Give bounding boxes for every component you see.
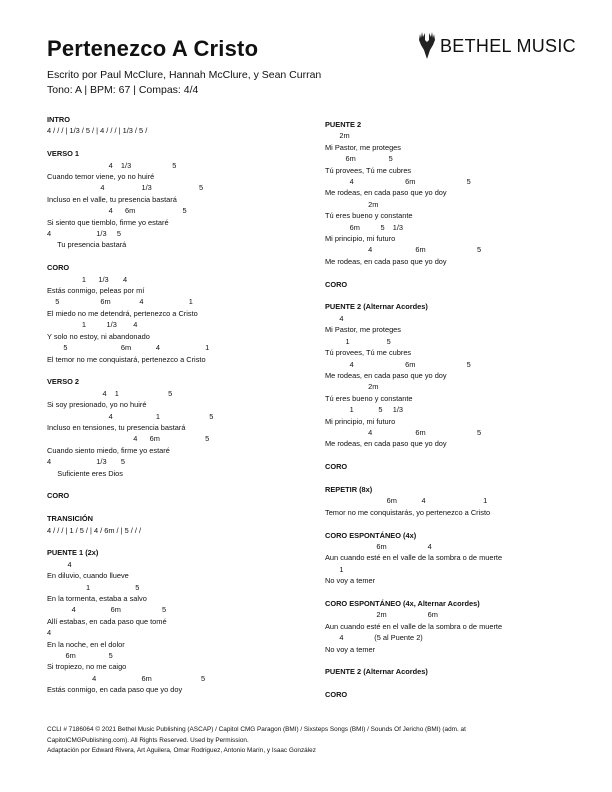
lyric-line: Si siento que tiemblo, firme yo estaré <box>47 217 169 227</box>
chord-line: 4 <box>47 628 52 638</box>
chord-line: 6m 4 <box>325 541 432 551</box>
section-heading: TRANSICIÓN <box>47 514 93 524</box>
lyric-line: Tú provees, Tú me cubres <box>325 348 412 358</box>
lyric-line: El miedo no me detendrá, pertenezco a Cristo <box>47 308 198 318</box>
lyric-line: Me rodeas, en cada paso que yo doy <box>325 256 447 266</box>
bethel-music-logo <box>418 26 576 66</box>
chord-line: 1 5 <box>325 336 391 346</box>
chord-line: 4 1/3 5 <box>47 457 126 467</box>
chord-line: 4 6m 5 <box>47 206 187 216</box>
left-column <box>47 114 327 707</box>
lyric-line: El temor no me conquistará, pertenezco a Cristo <box>47 354 206 364</box>
section-heading: PUENTE 2 (Alternar Acordes) <box>325 302 428 312</box>
chord-line: 4 1 5 <box>47 411 214 421</box>
chord-line: 4 <box>325 313 344 323</box>
section-heading: PUENTE 2 (Alternar Acordes) <box>325 667 428 677</box>
chord-line: 4 1/3 5 <box>47 229 121 239</box>
lyric-line: Mi principio, mi futuro <box>325 416 396 426</box>
song-section <box>325 461 605 472</box>
lyric-line: Mi principio, mi futuro <box>325 234 396 244</box>
lyric-line: Allí estabas, en cada paso que tomé <box>47 616 167 626</box>
lyric-line: No voy a temer <box>325 644 376 654</box>
song-section <box>325 484 605 518</box>
song-section <box>325 530 605 587</box>
chord-line: 2m <box>325 382 379 392</box>
chord-line: 4 6m 5 <box>47 673 206 683</box>
song-section <box>47 376 327 479</box>
lyric-line: En la tormenta, estaba a salvo <box>47 593 147 603</box>
footer-line: Adaptación por Edward Rivera, Art Aguilera, Omar Rodriguez, Antonio Marín, y Isaac González <box>47 747 316 754</box>
key-tempo-meter: Tono: A | BPM: 67 | Compas: 4/4 <box>47 84 199 96</box>
song-section <box>47 148 327 251</box>
lyric-line: En diluvio, cuando llueve <box>47 571 129 581</box>
section-heading: CORO <box>47 263 70 273</box>
song-section <box>325 301 605 449</box>
song-section <box>325 598 605 655</box>
song-section <box>325 689 605 700</box>
copyright-footer <box>47 725 567 757</box>
song-section <box>325 666 605 677</box>
lyric-line: 4 / / / | 1 / 5 / | 4 / 6m / | 5 / / / <box>47 525 142 535</box>
chord-line: 5 6m 4 1 <box>47 297 193 307</box>
chord-line: 4 6m 5 <box>47 434 210 444</box>
lyric-line: En la noche, en el dolor <box>47 639 125 649</box>
songwriter-credit: Escrito por Paul McClure, Hannah McClure, y Sean Curran <box>47 69 322 81</box>
chord-line: 4 1/3 5 <box>47 160 177 170</box>
logo-text: BETHEL MUSIC <box>440 35 576 56</box>
song-section <box>47 513 327 536</box>
chord-line: 4 6m 5 <box>325 359 471 369</box>
section-heading: CORO ESPONTÁNEO (4x, Alternar Acordes) <box>325 598 480 608</box>
lyric-line: Aun cuando esté en el valle de la sombra o de muerte <box>325 621 503 631</box>
lyric-line: Tú eres bueno y constante <box>325 393 413 403</box>
lyric-line: Si tropiezo, no me caigo <box>47 662 127 672</box>
song-section <box>47 262 327 365</box>
chord-line: 1 5 1/3 <box>325 405 404 415</box>
lyric-line: Mi Pastor, me proteges <box>325 142 401 152</box>
section-heading: CORO <box>325 462 348 472</box>
song-section <box>47 490 327 501</box>
song-section <box>47 114 327 137</box>
footer-line: CCLI # 7186064 © 2021 Bethel Music Publishing (ASCAP) / Capitol CMG Paragon (BMI) / Sixsteps Songs (BMI) / Sounds Of Jericho (BMI) (adm. at <box>47 726 466 733</box>
lyric-line: 4 / / / | 1/3 / 5 / | 4 / / / | 1/3 / 5 / <box>47 126 148 136</box>
chord-line: 4 1/3 5 <box>47 183 204 193</box>
chord-line: 1 <box>325 564 344 574</box>
chord-line: 4 (5 al Puente 2) <box>325 633 423 643</box>
section-heading: CORO ESPONTÁNEO (4x) <box>325 530 417 540</box>
chord-line: 1 1/3 4 <box>47 274 128 284</box>
lyric-line: Tú eres bueno y constante <box>325 211 413 221</box>
chord-line: 4 6m 5 <box>47 605 167 615</box>
lyric-line: Cuando temor viene, yo no huiré <box>47 172 155 182</box>
lyric-line: Y solo no estoy, ni abandonado <box>47 331 150 341</box>
section-heading: CORO <box>325 690 348 700</box>
section-heading: CORO <box>47 491 70 501</box>
section-heading: PUENTE 2 <box>325 120 362 129</box>
chord-line: 4 6m 5 <box>325 177 471 187</box>
song-title: Pertenezco A Cristo <box>47 36 259 61</box>
chord-line: 6m 5 <box>325 154 393 164</box>
chord-line: 2m <box>325 199 379 209</box>
lyric-line: Mi Pastor, me proteges <box>325 325 401 335</box>
lyric-line: Si soy presionado, yo no huiré <box>47 400 147 410</box>
section-heading: REPETIR (8x) <box>325 484 373 494</box>
footer-line: CapitolCMGPublishing.com). All Rights Reserved. Used by Permission. <box>47 736 249 744</box>
song-section <box>325 119 605 267</box>
chord-line: 1 1/3 4 <box>47 320 138 330</box>
lyric-line: Incluso en el valle, tu presencia bastará <box>47 194 177 204</box>
lyric-line: Me rodeas, en cada paso que yo doy <box>325 439 447 449</box>
chord-line: 2m 6m <box>325 610 438 620</box>
right-column <box>325 119 605 712</box>
lyric-line: No voy a temer <box>325 576 376 586</box>
song-section <box>47 547 327 695</box>
section-heading: CORO <box>325 279 348 289</box>
chord-line: 5 6m 4 1 <box>47 343 210 353</box>
chord-line: 4 <box>47 559 72 569</box>
chord-line: 4 6m 5 <box>325 427 482 437</box>
chord-line: 6m 4 1 <box>325 496 488 506</box>
song-section <box>325 279 605 290</box>
lyric-line: Cuando siento miedo, firme yo estaré <box>47 445 170 455</box>
lyric-line: Aun cuando esté en el valle de la sombra o de muerte <box>325 553 503 563</box>
lyric-line: Incluso en tensiones, tu presencia bastará <box>47 422 186 432</box>
chord-line: 2m <box>325 131 350 141</box>
lyric-line: Me rodeas, en cada paso que yo doy <box>325 188 447 198</box>
section-heading: VERSO 2 <box>47 377 80 387</box>
lyric-line: Tú provees, Tú me cubres <box>325 165 412 175</box>
lyric-line: Estás conmigo, peleas por mí <box>47 286 145 296</box>
section-heading: VERSO 1 <box>47 149 80 159</box>
lyric-line: Tu presencia bastará <box>47 240 127 250</box>
chord-line: 4 6m 5 <box>325 245 482 255</box>
lyric-line: Suficiente eres Dios <box>47 468 123 478</box>
chord-line: 4 1 5 <box>47 388 173 398</box>
lyric-line: Me rodeas, en cada paso que yo doy <box>325 370 447 380</box>
chord-line: 1 5 <box>47 582 140 592</box>
chord-line: 6m 5 1/3 <box>325 222 404 232</box>
lyric-line: Temor no me conquistarás, yo pertenezco a Cristo <box>325 507 491 517</box>
deer-head-icon <box>418 28 436 65</box>
chord-line: 6m 5 <box>47 651 113 660</box>
section-heading: INTRO <box>47 115 70 124</box>
section-heading: PUENTE 1 (2x) <box>47 548 99 558</box>
lyric-line: Estás conmigo, en cada paso que yo doy <box>47 685 183 695</box>
